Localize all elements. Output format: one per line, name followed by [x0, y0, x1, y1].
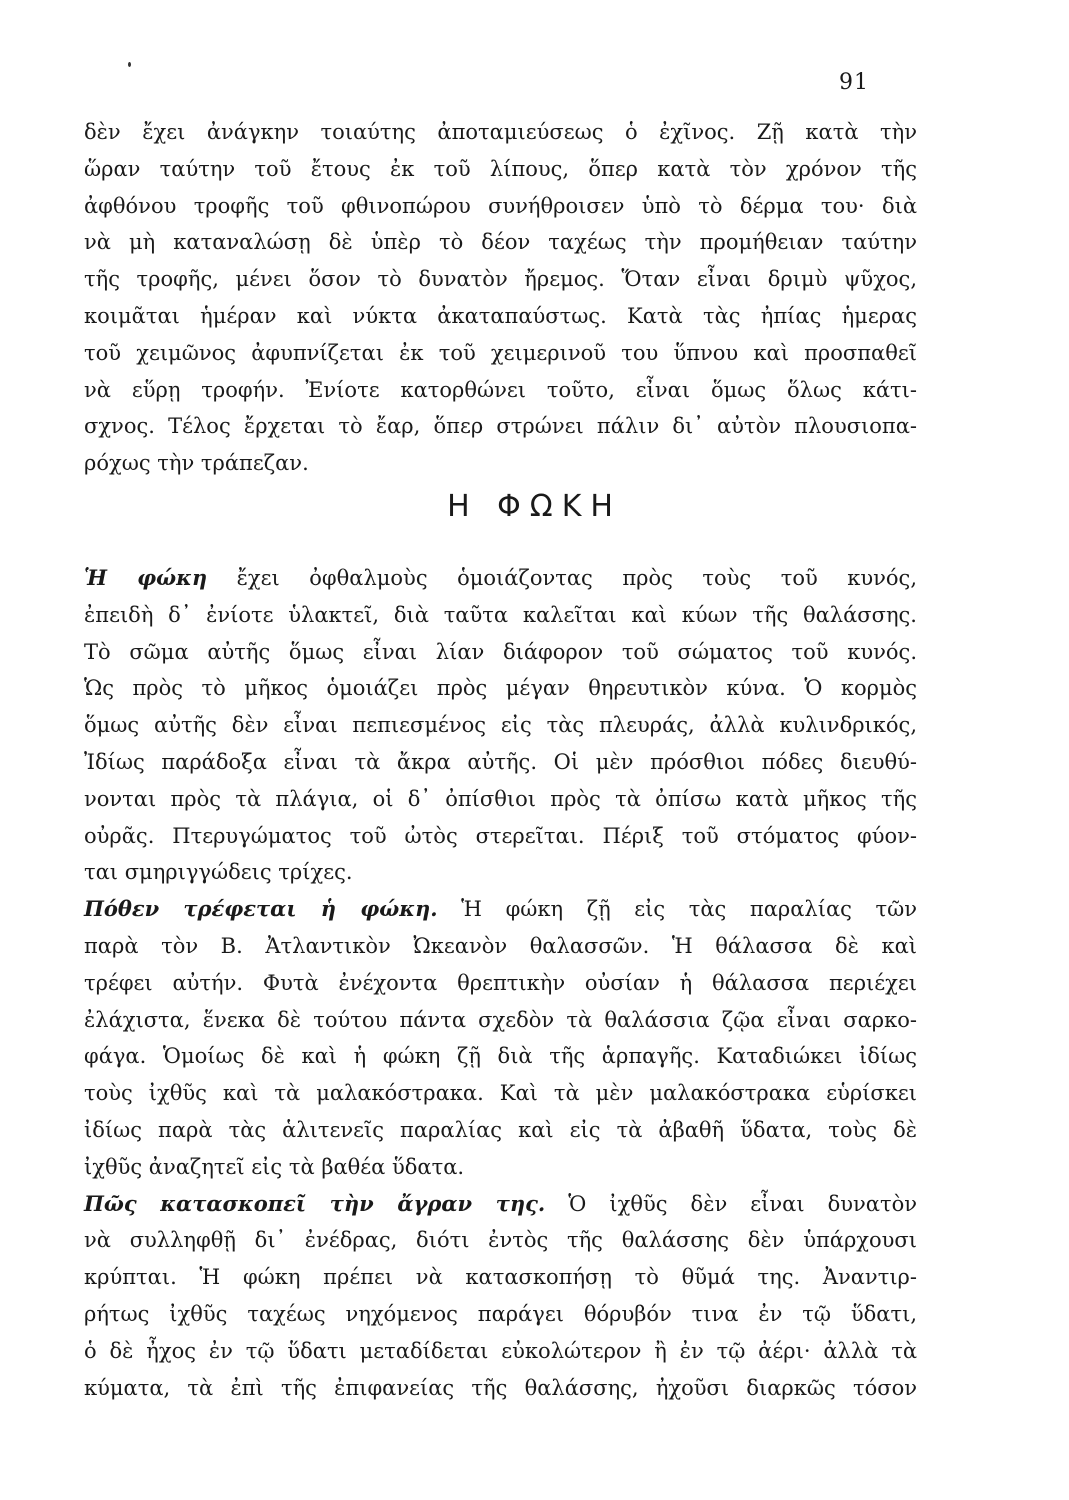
text-line	[84, 1333, 917, 1370]
text-line	[84, 1222, 917, 1259]
line-text: Τὸ σῶμα αὐτῆς ὅμως εἶναι λίαν διάφορον τοῦ σώματος τοῦ κυνός.	[84, 639, 917, 664]
text-line	[84, 597, 917, 634]
paragraph-lead-term: Πῶς κατασκοπεῖ τὴν ἄγραν της.	[84, 1190, 546, 1216]
text-line	[84, 1186, 917, 1223]
text-line	[84, 1296, 917, 1333]
text-line: νὰ εὕρῃ τροφήν. Ἐνίοτε κατορθώνει τοῦτο, εἶναι ὅμως ὅλως κάτι-	[84, 377, 917, 402]
line-text: οὐρᾶς. Πτερυγώματος τοῦ ὠτὸς στερεῖται. Πέριξ τοῦ στόματος φύον-	[84, 823, 917, 848]
line-text: κύματα, τὰ ἐπὶ τῆς ἐπιφανείας τῆς θαλάσσης, ἠχοῦσι διαρκῶς τόσον	[84, 1375, 917, 1400]
section-body	[84, 560, 917, 1406]
line-text: φάγα. Ὁμοίως δὲ καὶ ἡ φώκη ζῇ διὰ τῆς ἁρπαγῆς. Καταδιώκει ἰδίως	[84, 1044, 917, 1069]
text-line	[84, 854, 917, 891]
text-line: νὰ μὴ καταναλώσῃ δὲ ὑπὲρ τὸ δέον ταχέως τὴν προμήθειαν ταύτην	[84, 230, 917, 255]
text-line: ρόχως τὴν τράπεζαν.	[84, 451, 309, 476]
page-number: 91	[839, 70, 869, 95]
line-text: τρέφει αὐτήν. Φυτὰ ἐνέχοντα θρεπτικὴν οὐσίαν ἡ θάλασσα περιέχει	[84, 970, 917, 995]
text-line	[84, 1259, 917, 1296]
line-text: ται σμηριγγώδεις τρίχες.	[84, 860, 353, 885]
text-line	[84, 781, 917, 818]
text-line: ὥραν ταύτην τοῦ ἔτους ἐκ τοῦ λίπους, ὅπερ κατὰ τὸν χρόνον τῆς	[84, 156, 917, 181]
text-line	[84, 1370, 917, 1407]
text-line	[84, 1038, 917, 1075]
text-line: τοῦ χειμῶνος ἀφυπνίζεται ἐκ τοῦ χειμερινοῦ του ὕπνου καὶ προσπαθεῖ	[84, 340, 917, 365]
line-text: Ἰδίως παράδοξα εἶναι τὰ ἄκρα αὐτῆς. Οἱ μὲν πρόσθιοι πόδες διευθύ-	[84, 749, 917, 774]
line-text: Ὁ ἰχθῦς δὲν εἶναι δυνατὸν	[545, 1191, 917, 1216]
line-text: ἔχει ὀφθαλμοὺς ὁμοιάζοντας πρὸς τοὺς τοῦ κυνός,	[207, 566, 917, 590]
text-line	[84, 1075, 917, 1112]
text-line	[84, 965, 917, 1002]
paragraph-lead-term: Ἡ φώκη	[84, 565, 208, 590]
text-line	[84, 707, 917, 744]
line-text: ὁ δὲ ἦχος ἐν τῷ ὕδατι μεταδίδεται εὐκολώτερον ἢ ἐν τῷ ἀέρι· ἀλλὰ τὰ	[84, 1338, 917, 1363]
line-text: παρὰ τὸν Β. Ἀτλαντικὸν Ὠκεανὸν θαλασσῶν. Ἡ θάλασσα δὲ καὶ	[84, 933, 917, 958]
text-line	[84, 1149, 917, 1186]
line-text: ἰδίως παρὰ τὰς ἁλιτενεῖς παραλίας καὶ εἰς τὰ ἀβαθῆ ὕδατα, τοὺς δὲ	[84, 1117, 917, 1142]
line-text: τοὺς ἰχθῦς καὶ τὰ μαλακόστρακα. Καὶ τὰ μὲν μαλακόστρακα εὑρίσκει	[84, 1081, 917, 1106]
text-line	[84, 928, 917, 965]
line-text: νὰ συλληφθῇ δι᾽ ἐνέδρας, διότι ἐντὸς τῆς θαλάσσης δὲν ὑπάρχουσι	[84, 1228, 917, 1253]
text-line: κοιμᾶται ἡμέραν καὶ νύκτα ἀκαταπαύστως. Κατὰ τὰς ἠπίας ἡμερας	[84, 303, 917, 328]
text-line	[84, 560, 917, 597]
text-line	[84, 744, 917, 781]
text-line: ἀφθόνου τροφῆς τοῦ φθινοπώρου συνήθροισεν ὑπὸ τὸ δέρμα του· διὰ	[84, 193, 917, 218]
line-text: Ὡς πρὸς τὸ μῆκος ὁμοιάζει πρὸς μέγαν θηρευτικὸν κύνα. Ὁ κορμὸς	[84, 676, 917, 701]
line-text: ἐπειδὴ δ᾽ ἐνίοτε ὑλακτεῖ, διὰ ταῦτα καλεῖται καὶ κύων τῆς θαλάσσης.	[84, 602, 917, 627]
paragraph-lead-term: Πόθεν τρέφεται ἡ φώκη.	[84, 896, 438, 922]
text-line	[84, 818, 917, 855]
text-line	[84, 634, 917, 671]
section-title: Η ΦΩΚΗ	[447, 489, 622, 524]
line-text: ὅμως αὐτῆς δὲν εἶναι πεπιεσμένος εἰς τὰς πλευράς, ἀλλὰ κυλινδρικός,	[84, 713, 917, 738]
text-line	[84, 1112, 917, 1149]
text-line: τῆς τροφῆς, μένει ὅσον τὸ δυνατὸν ἤρεμος. Ὅταν εἶναι δριμὺ ψῦχος,	[84, 267, 917, 292]
line-text: ἐλάχιστα, ἕνεκα δὲ τούτου πάντα σχεδὸν τὰ θαλάσσια ζῷα εἶναι σαρκο-	[84, 1007, 917, 1032]
line-text: νονται πρὸς τὰ πλάγια, οἱ δ᾽ ὀπίσθιοι πρὸς τὰ ὀπίσω κατὰ μῆκος τῆς	[84, 786, 917, 811]
text-line	[84, 891, 917, 928]
text-line	[84, 670, 917, 707]
text-line: δὲν ἔχει ἀνάγκην τοιαύτης ἀποταμιεύσεως ὁ ἐχῖνος. Ζῇ κατὰ τὴν	[84, 120, 917, 144]
line-text: ρήτως ἰχθῦς ταχέως νηχόμενος παράγει θόρυβόν τινα ἐν τῷ ὕδατι,	[84, 1301, 917, 1326]
text-line	[84, 1002, 917, 1039]
line-text: Ἡ φώκη ζῇ εἰς τὰς παραλίας τῶν	[437, 897, 918, 922]
print-speck	[128, 62, 131, 67]
intro-paragraph	[84, 114, 917, 482]
text-line: σχνος. Τέλος ἔρχεται τὸ ἔαρ, ὅπερ στρώνει πάλιν δι᾽ αὐτὸν πλουσιοπα-	[84, 414, 917, 439]
line-text: κρύπται. Ἡ φώκη πρέπει νὰ κατασκοπήσῃ τὸ θῦμά της. Ἀναντιρ-	[84, 1265, 917, 1290]
line-text: ἰχθῦς ἀναζητεῖ εἰς τὰ βαθέα ὕδατα.	[84, 1154, 465, 1179]
